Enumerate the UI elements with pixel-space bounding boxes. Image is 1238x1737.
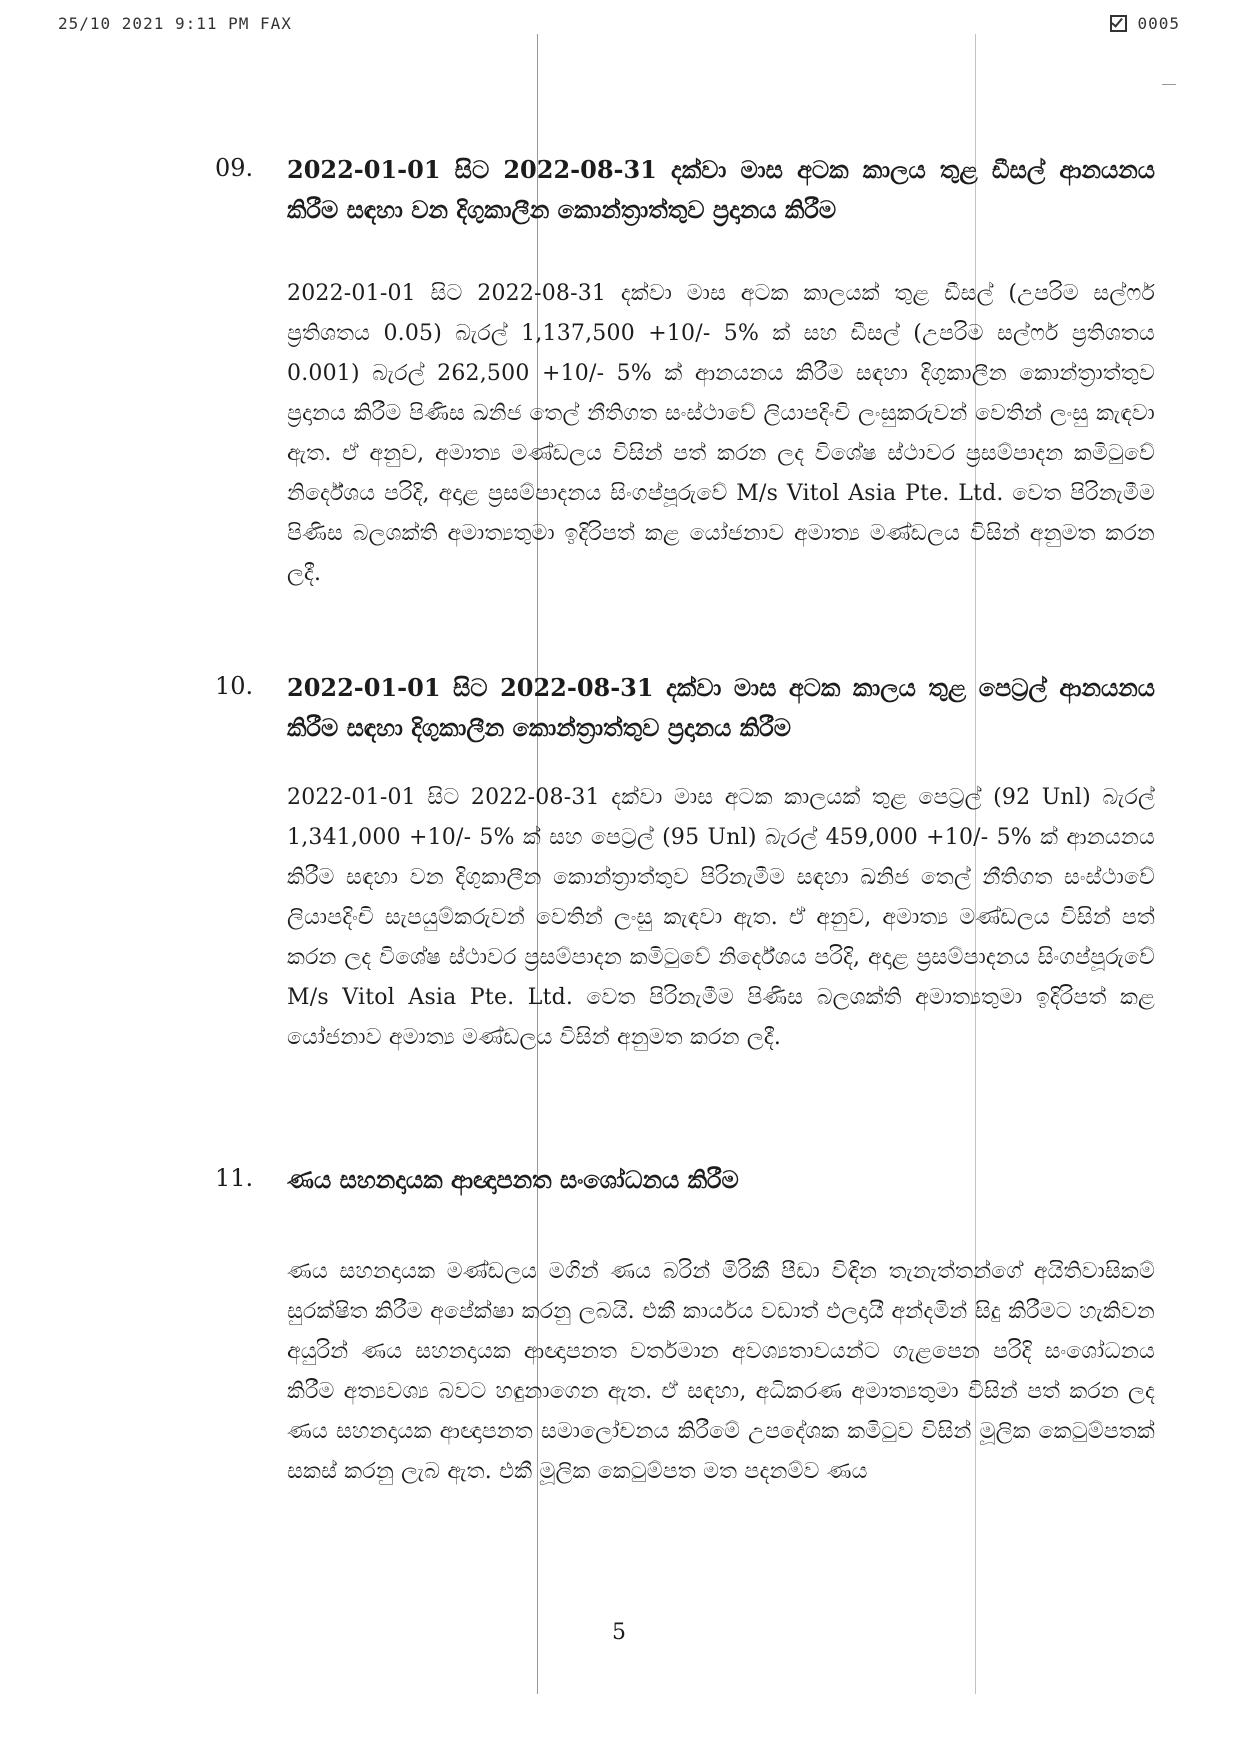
item-number: 09. xyxy=(215,154,254,182)
fax-page-code-group xyxy=(1110,14,1180,33)
fax-timestamp: 25/10 2021 9:11 PM FAX xyxy=(58,14,292,33)
item-title: 2022-01-01 සිට 2022-08-31 දක්වා මාස අටක කාලය තුළ ඩීසල් ආනයනය කිරීම සඳහා වන දිගුකාලීන කොන්ත්‍රාත්තුව ප්‍රදානය කිරීම xyxy=(287,155,1155,224)
item-title: ණය සහනදායක ආඥාපනත සංශෝධනය කිරීම xyxy=(287,1165,739,1194)
item-number: 10. xyxy=(215,672,254,700)
checked-box-icon xyxy=(1110,15,1127,32)
item-number: 11. xyxy=(215,1164,254,1192)
fax-header xyxy=(58,14,1180,38)
fax-page-code: 0005 xyxy=(1137,14,1180,33)
item-body: 2022-01-01 සිට 2022-08-31 දක්වා මාස අටක කාලයක් තුළ පෙට්‍රල් (92 Unl) බැරල් 1,341,000 +10/- 5% ක් සහ පෙට්‍රල් (95 Unl) බැරල් 459,000 +10/- 5% ක් ආනයනය කිරීම සඳහා වන දිගුකාලීන කොන්ත්‍රාත්තුව පිරිනැමීම සඳහා ඛනිජ තෙල් නීතිගත සංස්ථාවේ ලියාපදිංචි සැපයුම්කරුවන් වෙතින් ලංසු කැඳවා ඇත. ඒ අනුව, අමාත්‍ය මණ්ඩලය විසින් පත් කරන ලද විශේෂ ස්ථාවර ප්‍රසම්පාදන කමිටුවේ නිර්දේශය පරිදි, අදාළ ප්‍රසම්පාදනය සිංගප්පූරුවේ M/s Vitol Asia Pte. Ltd. වෙත පිරිනැමීම පිණිස බලශක්ති අමාත්‍යතුමා ඉදිරිපත් කළ යෝජනාව අමාත්‍ය මණ්ඩලය විසින් අනුමත කරන ලදී. xyxy=(287,785,1155,1050)
scan-mark xyxy=(1162,84,1176,85)
item-body: ණය සහනදායක මණ්ඩලය මගින් ණය බරින් මිරිකී පීඩා විඳින තැනැත්තන්ගේ අයිතිවාසිකම් සුරක්ෂිත කිරීම අපේක්ෂා කරනු ලබයි. එකී කාර්යය වඩාත් ඵලදායී අන්දමින් සිදු කිරීමට හැකිවන අයුරින් ණය සහනදායක ආඥාපනත වර්තමාන අවශ්‍යතාවයන්ට ගැළපෙන පරිදි සංශෝධනය කිරීම අත්‍යවශ්‍ය බවට හඳුනාගෙන ඇත. ඒ සඳහා, අධිකරණ අමාත්‍යතුමා විසින් පත් කරන ලද ණය සහනදායක ආඥාපනත සමාලෝචනය කිරීමේ උපදේශක කමිටුව විසින් මූලික කෙටුම්පතක් සකස් කරනු ලැබ ඇත. එකී මූලික කෙටුම්පත මත පදනම්ව ණය xyxy=(287,1259,1155,1484)
item-body: 2022-01-01 සිට 2022-08-31 දක්වා මාස අටක කාලයක් තුළ ඩීසල් (උපරිම සල්ෆර් ප්‍රතිශතය 0.05) බැරල් 1,137,500 +10/- 5% ක් සහ ඩීසල් (උපරිම සල්ෆර් ප්‍රතිශතය 0.001) බැරල් 262,500 +10/- 5% ක් ආනයනය කිරීම සඳහා දිගුකාලීන කොන්ත්‍රාත්තුව ප්‍රදානය කිරීම පිණිස ඛනිජ තෙල් නීතිගත සංස්ථාවේ ලියාපදිංචි ලංසුකරුවන් වෙතින් ලංසු කැඳවා ඇත. ඒ අනුව, අමාත්‍ය මණ්ඩලය විසින් පත් කරන ලද විශේෂ ස්ථාවර ප්‍රසම්පාදන කමිටුවේ නිර්දේශය පරිදි, අදාළ ප්‍රසම්පාදනය සිංගප්පූරුවේ M/s Vitol Asia Pte. Ltd. වෙත පිරිනැමීම පිණිස බලශක්ති අමාත්‍යතුමා ඉදිරිපත් කළ යෝජනාව අමාත්‍ය මණ්ඩලය විසින් අනුමත කරන ලදී. xyxy=(287,281,1155,586)
page-number: 5 xyxy=(612,1620,626,1645)
item-title: 2022-01-01 සිට 2022-08-31 දක්වා මාස අටක කාලය තුළ පෙට්‍රල් ආනයනය කිරීම සඳහා දිගුකාලීන කොන්ත්‍රාත්තුව ප්‍රදානය කිරීම xyxy=(287,673,1155,742)
